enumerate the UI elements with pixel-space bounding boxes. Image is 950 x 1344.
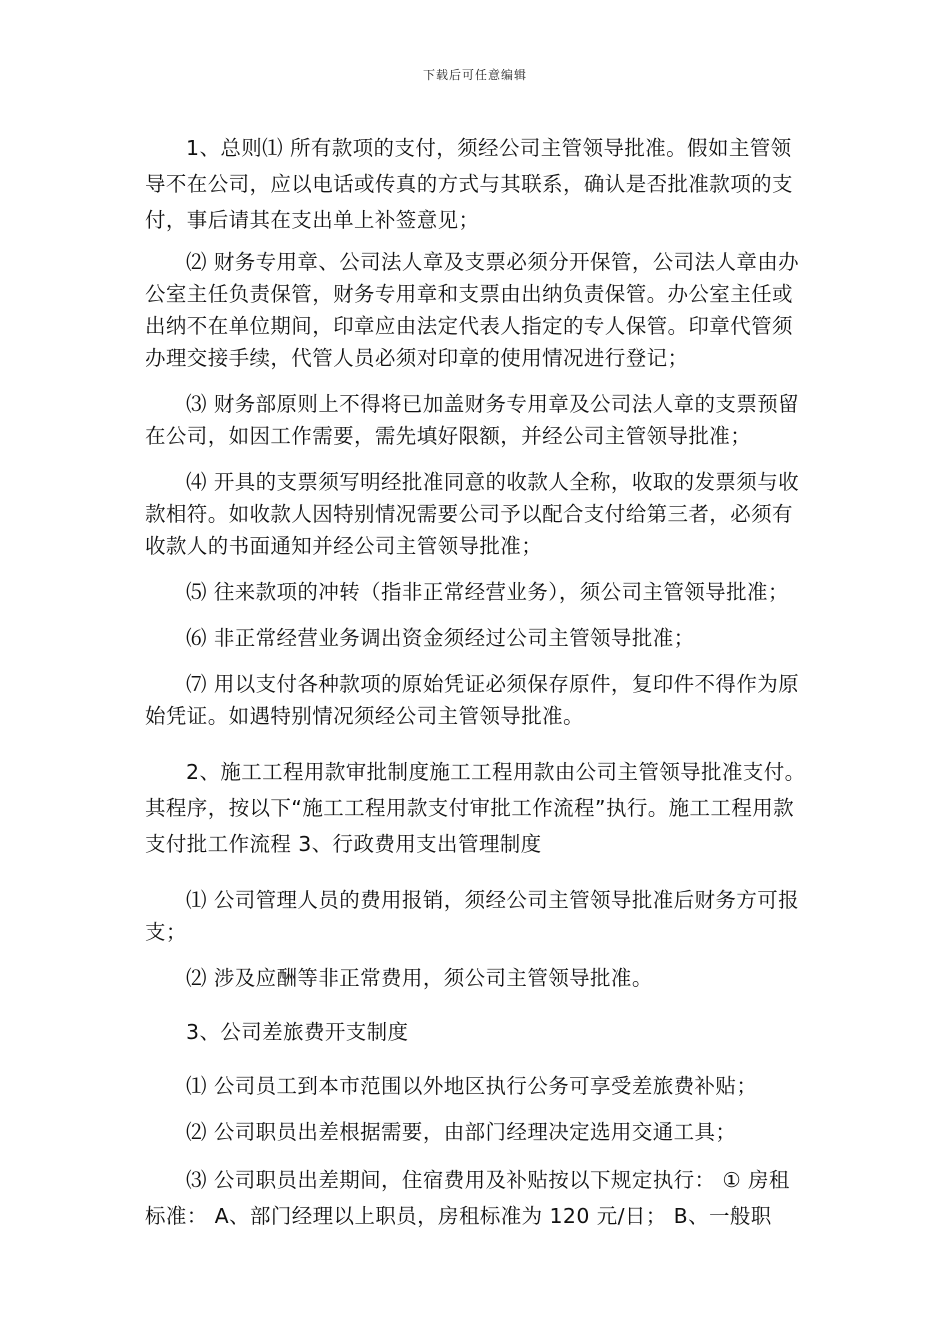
- paragraph-fund-transfer: ⑹ 非正常经营业务调出资金须经过公司主管领导批准；: [186, 626, 695, 650]
- paragraph-transport-choice: ⑵ 公司职员出差根据需要，由部门经理决定选用交通工具；: [186, 1120, 737, 1144]
- page-header: 下载后可任意编辑: [422, 68, 527, 82]
- paragraph-offset-rules: ⑸ 往来款项的冲转（指非正常经营业务），须公司主管领导批准；: [186, 580, 789, 604]
- paragraph-lodging-standards: ⑶ 公司职员出差期间，住宿费用及补贴按以下规定执行： ① 房租标准： A、部门经理以上职员，房租标准为 120 元/日； B、一般职: [145, 1168, 790, 1228]
- section-heading-travel: 3、公司差旅费开支制度: [186, 1020, 409, 1044]
- paragraph-travel-allowance: ⑴ 公司员工到本市范围以外地区执行公务可享受差旅费补贴；: [186, 1074, 758, 1098]
- paragraph-construction-payments: 2、施工工程用款审批制度施工工程用款由公司主管领导批准支付。其程序，按以下“施工工程用款支付审批工作流程”执行。施工工程用款支付批工作流程 3、行政费用支出管理制度: [145, 760, 806, 856]
- paragraph-general-rules: 1、总则⑴ 所有款项的支付，须经公司主管领导批准。假如主管领导不在公司，应以电话或传真的方式与其联系，确认是否批准款项的支付，事后请其在支出单上补签意见；: [145, 136, 793, 232]
- paragraph-expense-reimbursement: ⑴ 公司管理人员的费用报销，须经公司主管领导批准后财务方可报支；: [145, 888, 800, 944]
- paragraph-entertainment-costs: ⑵ 涉及应酬等非正常费用，须公司主管领导批准。: [186, 966, 653, 990]
- paragraph-payee-rules: ⑷ 开具的支票须写明经批准同意的收款人全称，收取的发票须与收款相符。如收款人因特别情况需要公司予以配合支付给第三者，必须有收款人的书面通知并经公司主管领导批准；: [145, 470, 800, 558]
- paragraph-seal-custody: ⑵ 财务专用章、公司法人章及支票必须分开保管，公司法人章由办公室主任负责保管，财务专用章和支票由出纳负责保管。办公室主任或出纳不在单位期间，印章应由法定代表人指定的专人保管。印章代管须办理交接手续，代管人员必须对印章的使用情况进行登记；: [145, 250, 800, 370]
- paragraph-cheque-rules: ⑶ 财务部原则上不得将已加盖财务专用章及公司法人章的支票预留在公司，如因工作需要，需先填好限额，并经公司主管领导批准；: [145, 392, 800, 448]
- paragraph-original-vouchers: ⑺ 用以支付各种款项的原始凭证必须保存原件，复印件不得作为原始凭证。如遇特别情况须经公司主管领导批准。: [145, 672, 800, 728]
- document-body: [145, 130, 809, 1234]
